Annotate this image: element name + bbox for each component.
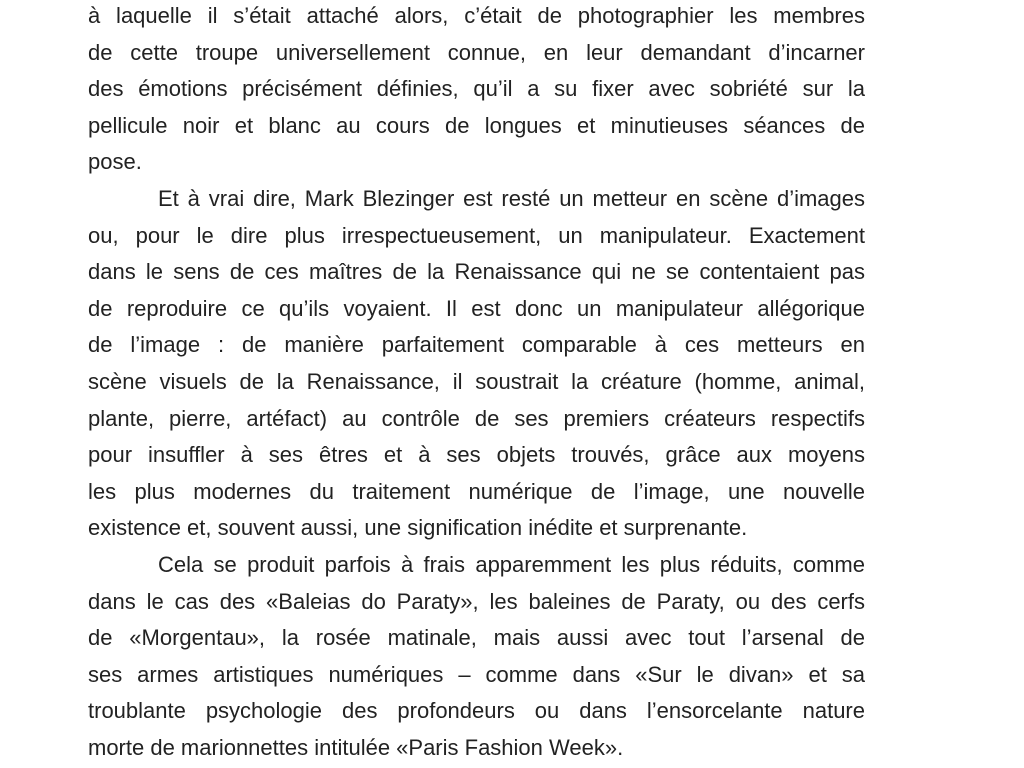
text-line: de l’image : de manière parfaitement comparable à ces metteurs en xyxy=(88,332,865,358)
text-line: pour insuffler à ses êtres et à ses objets trouvés, grâce aux moyens xyxy=(88,442,865,468)
text-line: troublante psychologie des profondeurs ou dans l’ensorcelante nature xyxy=(88,698,865,724)
text-line: dans le sens de ces maîtres de la Renaissance qui ne se contentaient pas xyxy=(88,259,865,285)
text-line: morte de marionnettes intitulée «Paris Fashion Week». xyxy=(88,734,624,760)
text-line: des émotions précisément définies, qu’il a su fixer avec sobriété sur la xyxy=(88,76,865,102)
text-line: ses armes artistiques numériques – comme dans «Sur le divan» et sa xyxy=(88,661,865,687)
text-line: scène visuels de la Renaissance, il soustrait la créature (homme, animal, xyxy=(88,368,865,394)
text-line: plante, pierre, artéfact) au contrôle de ses premiers créateurs respectifs xyxy=(88,405,865,431)
text-line: pose. xyxy=(88,149,142,175)
text-line: de cette troupe universellement connue, en leur demandant d’incarner xyxy=(88,39,865,65)
text-line: Et à vrai dire, Mark Blezinger est resté un metteur en scène d’images xyxy=(158,185,865,211)
text-line: à laquelle il s’était attaché alors, c’était de photographier les membres xyxy=(88,3,865,28)
paragraph-2 xyxy=(88,181,865,547)
text-line: de reproduire ce qu’ils voyaient. Il est donc un manipulateur allégorique xyxy=(88,295,865,321)
text-line: dans le cas des «Baleias do Paraty», les baleines de Paraty, ou des cerfs xyxy=(88,588,865,614)
text-line: pellicule noir et blanc au cours de longues et minutieuses séances de xyxy=(88,112,865,138)
text-line: de «Morgentau», la rosée matinale, mais aussi avec tout l’arsenal de xyxy=(88,625,865,651)
body-text xyxy=(88,0,865,766)
text-line: les plus modernes du traitement numérique de l’image, une nouvelle xyxy=(88,478,865,504)
paragraph-1 xyxy=(88,0,865,181)
paragraph-3 xyxy=(88,547,865,767)
text-line: Cela se produit parfois à frais apparemment les plus réduits, comme xyxy=(158,551,865,577)
text-line: existence et, souvent aussi, une signification inédite et surprenante. xyxy=(88,515,748,541)
text-line: ou, pour le dire plus irrespectueusement, un manipulateur. Exactement xyxy=(88,222,865,248)
